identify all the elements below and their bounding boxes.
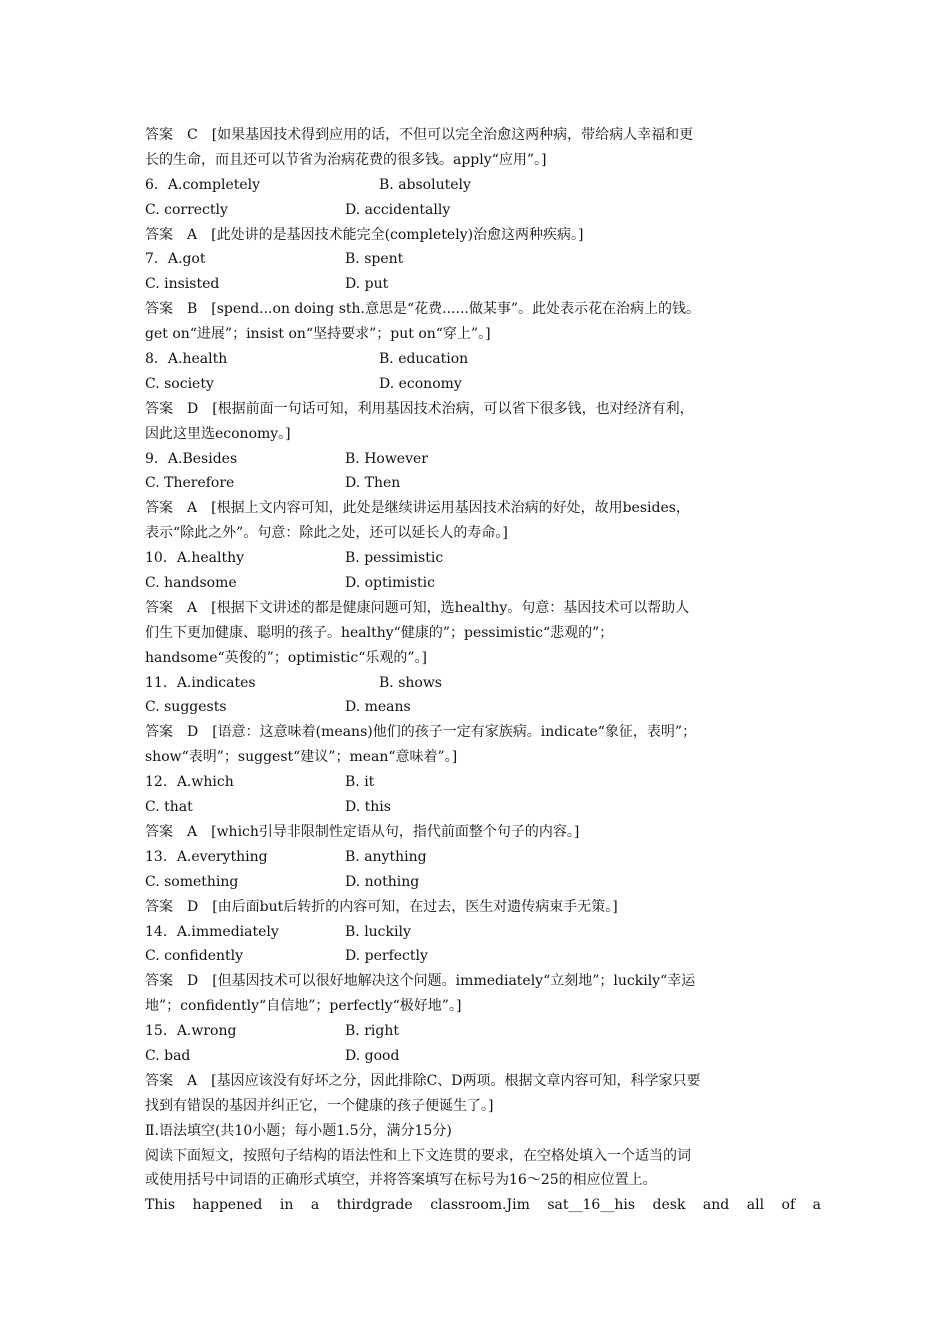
answer-explanation-line: 答案 D [但基因技术可以很好地解决这个问题。immediately“立刻地”；luckily“幸运 xyxy=(145,973,696,990)
option-b: D. perfectly xyxy=(345,948,428,965)
option-a: 15．A.wrong xyxy=(145,1023,237,1040)
option-a: C. that xyxy=(145,799,193,816)
options-row xyxy=(145,173,821,198)
options-row xyxy=(145,870,821,895)
option-b: B. absolutely xyxy=(379,176,471,193)
option-b: B. education xyxy=(379,351,469,368)
section-heading: Ⅱ.语法填空(共10小题；每小题1.5分，满分15分) xyxy=(145,1122,452,1139)
option-b: B. shows xyxy=(379,674,442,691)
option-b: D. economy xyxy=(379,375,462,392)
options-row xyxy=(145,198,821,223)
answer-explanation-line: get on“进展”；insist on“坚持要求”；put on“穿上”。] xyxy=(145,326,491,343)
option-a: C. insisted xyxy=(145,276,220,293)
answer-explanation-line: 答案 C [如果基因技术得到应用的话，不但可以完全治愈这两种病，带给病人幸福和更 xyxy=(145,127,694,143)
option-b: D. put xyxy=(345,276,389,293)
answer-explanation-line: 长的生命，而且还可以节省为治病花费的很多钱。apply“应用”。] xyxy=(145,151,547,168)
option-a: 11．A.indicates xyxy=(145,674,256,691)
option-a: 6．A.completely xyxy=(145,176,261,193)
option-b: D. this xyxy=(345,799,391,816)
option-a: 10．A.healthy xyxy=(145,550,245,567)
answer-explanation-line: 们生下更加健康、聪明的孩子。healthy“健康的”；pessimistic“悲观的”； xyxy=(145,624,614,641)
option-b: D. Then xyxy=(345,475,401,492)
option-b: B. right xyxy=(345,1023,399,1040)
options-row xyxy=(145,372,821,397)
option-b: B. it xyxy=(345,774,375,791)
option-a: 13．A.everything xyxy=(145,848,268,865)
options-row xyxy=(145,546,821,571)
passage-line: This happened in a thirdgrade classroom.Jim sat__16__his desk and all of a xyxy=(145,1197,821,1214)
option-b: D. means xyxy=(345,699,411,716)
options-row xyxy=(145,272,821,297)
answer-explanation-line: 答案 A [基因应该没有好坏之分，因此排除C、D两项。根据文章内容可知，科学家只要 xyxy=(145,1072,701,1089)
option-b: D. good xyxy=(345,1047,400,1064)
option-b: D. nothing xyxy=(345,873,420,890)
options-row xyxy=(145,447,821,472)
options-row xyxy=(145,920,821,945)
instructions-line-2: 或使用括号中词语的正确形式填空，并将答案填写在标号为16～25的相应位置上。 xyxy=(145,1172,657,1189)
option-b: D. accidentally xyxy=(345,201,451,218)
option-b: B. luckily xyxy=(345,923,411,940)
options-row xyxy=(145,770,821,795)
options-row xyxy=(145,571,821,596)
option-a: C. confidently xyxy=(145,948,244,965)
option-b: D. optimistic xyxy=(345,575,436,592)
answer-explanation-line: 答案 D [语意：这意味着(means)他们的孩子一定有家族病。indicate“象征，表明”； xyxy=(145,724,697,741)
instructions-line-1: 阅读下面短文，按照句子结构的语法性和上下文连贯的要求，在空格处填入一个适当的词 xyxy=(145,1147,691,1164)
option-b: B. spent xyxy=(345,251,404,268)
option-a: C. Therefore xyxy=(145,475,235,492)
option-a: C. correctly xyxy=(145,201,228,218)
option-a: 9．A.Besides xyxy=(145,450,238,467)
answer-explanation-line: 因此这里选economy。] xyxy=(145,425,291,442)
document-page xyxy=(145,123,821,1218)
options-row xyxy=(145,671,821,696)
answer-explanation-line: 地”；confidently“自信地”；perfectly“极好地”。] xyxy=(145,998,462,1015)
option-a: 14．A.immediately xyxy=(145,923,279,940)
answer-explanation-line: 答案 B [spend...on doing sth.意思是“花费......做某事”。此处表示花在治病上的钱。 xyxy=(145,301,700,318)
options-row xyxy=(145,347,821,372)
options-row xyxy=(145,795,821,820)
option-a: C. suggests xyxy=(145,699,227,716)
answer-explanation-line: 答案 A [根据上文内容可知，此处是继续讲运用基因技术治病的好处，故用besides， xyxy=(145,500,690,517)
answer-explanation-line: show“表明”；suggest“建议”；mean“意味着”。] xyxy=(145,749,458,766)
options-row xyxy=(145,1044,821,1069)
options-row xyxy=(145,1019,821,1044)
options-row xyxy=(145,247,821,272)
options-row xyxy=(145,471,821,496)
option-b: B. pessimistic xyxy=(345,550,444,567)
option-a: 8．A.health xyxy=(145,351,228,368)
answer-explanation-line: 答案 A [which引导非限制性定语从句，指代前面整个句子的内容。] xyxy=(145,823,580,840)
option-a: C. handsome xyxy=(145,575,237,592)
answer-explanation-line: 答案 A [此处讲的是基因技术能完全(completely)治愈这两种疾病。] xyxy=(145,226,584,243)
answer-explanation-line: handsome“英俊的”；optimistic“乐观的”。] xyxy=(145,649,427,666)
option-b: B. anything xyxy=(345,848,427,865)
option-a: 12．A.which xyxy=(145,774,234,791)
option-a: C. bad xyxy=(145,1047,191,1064)
options-row xyxy=(145,845,821,870)
answer-explanation-line: 答案 D [由后面but后转折的内容可知，在过去，医生对遗传病束手无策。] xyxy=(145,898,618,915)
answer-key-block xyxy=(145,123,821,1119)
option-a: C. society xyxy=(145,375,214,392)
options-row xyxy=(145,695,821,720)
option-a: 7．A.got xyxy=(145,251,206,268)
option-a: C. something xyxy=(145,873,239,890)
answer-explanation-line: 答案 D [根据前面一句话可知，利用基因技术治病，可以省下很多钱，也对经济有利， xyxy=(145,400,694,417)
answer-explanation-line: 找到有错误的基因并纠正它，一个健康的孩子便诞生了。] xyxy=(145,1097,494,1114)
option-b: B. However xyxy=(345,450,428,467)
answer-explanation-line: 答案 A [根据下文讲述的都是健康问题可知，选healthy。句意：基因技术可以帮助人 xyxy=(145,599,690,616)
options-row xyxy=(145,944,821,969)
answer-explanation-line: 表示“除此之外”。句意：除此之处，还可以延长人的寿命。] xyxy=(145,525,508,542)
